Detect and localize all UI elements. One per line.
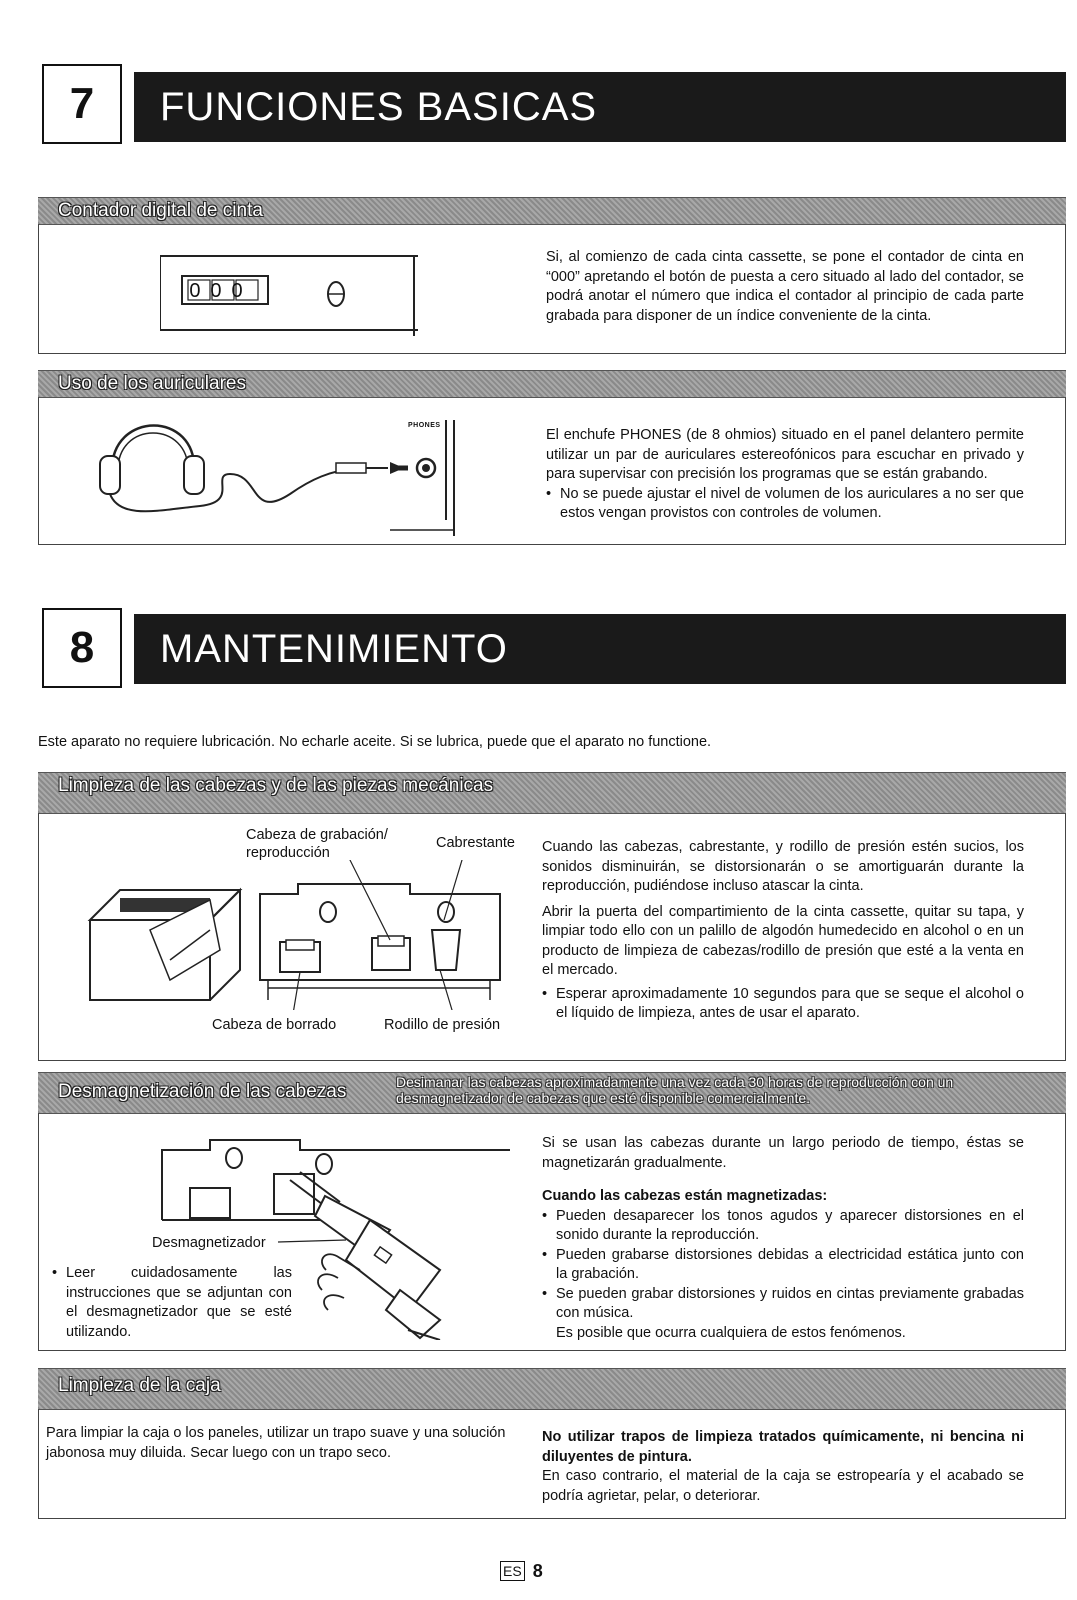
case-cleaning-warning: No utilizar trapos de limpieza tratados químicamente, ni bencina ni diluyentes de pintura.	[542, 1429, 1024, 1465]
demag-text	[542, 1134, 1024, 1343]
demag-closing: Es posible que ocurra cualquiera de estos fenómenos.	[556, 1324, 906, 1341]
section-heading: Limpieza de las cabezas y de las piezas mecánicas	[58, 775, 494, 796]
demag-note: Desimanar las cabezas aproximadamente una vez cada 30 horas de reproducción con un desmagnetizador de cabezas que esté disponible comercialmente.	[396, 1074, 954, 1106]
demag-left-bullet: • Leer cuidadosamente las instrucciones que se adjuntan con el desmagnetizador que se esté utilizando.	[52, 1264, 292, 1342]
section-title: FUNCIONES BASICAS	[134, 72, 1066, 142]
label-rec-head: Cabeza de grabación/ reproducción	[246, 827, 388, 861]
case-cleaning-left: Para limpiar la caja o los paneles, utilizar un trapo suave y una solución jabonosa muy diluida. Secar luego con un trapo seco.	[46, 1425, 506, 1461]
demag-subheading: Cuando las cabezas están magnetizadas:	[542, 1188, 828, 1204]
label-demagnetizer: Desmagnetizador	[152, 1235, 266, 1251]
footer	[500, 1560, 543, 1582]
heads-cleaning-text	[542, 838, 1024, 1024]
headphones-text	[546, 426, 1024, 524]
section-header-heads-cleaning	[38, 772, 1066, 814]
demag-bullet: • Se pueden grabar distorsiones y ruidos en cintas previamente grabadas con música.	[542, 1285, 1024, 1324]
section-header-demag	[38, 1072, 1066, 1114]
tape-deck-illustration	[60, 860, 530, 1010]
label-pinch-roller: Rodillo de presión	[384, 1017, 501, 1033]
demag-bullet: • Pueden desaparecer los tonos agudos y aparecer distorsiones en el sonido durante la reproducción.	[542, 1207, 1024, 1246]
headphones-illustration	[90, 410, 470, 540]
heads-cleaning-p1: Cuando las cabezas, cabrestante, y rodillo de presión estén sucios, los sonidos disminuirán, se distorsionarán o se amortiguarán durante la reproducción, pudiéndose incluso atascar la cinta.	[542, 839, 1024, 894]
label-erase-head: Cabeza de borrado	[212, 1017, 337, 1033]
page-number: 8	[532, 1560, 543, 1581]
section-header-case-cleaning	[38, 1368, 1066, 1410]
section-heading: Desmagnetización de las cabezas	[58, 1081, 347, 1102]
counter-text: Si, al comienzo de cada cinta cassette, se pone el contador de cinta en “000” apretando el botón de puesta a cero situado al lado del contador, se podrá anotar el número que indica el contador al principio de cada parte grabada para disponer de un índice conveniente de la cinta.	[546, 249, 1024, 324]
section-heading: Limpieza de la caja	[58, 1375, 221, 1396]
headphones-bullet: • No se puede ajustar el nivel de volumen de los auriculares a no ser que estos vengan provistos con controles de volumen.	[546, 485, 1024, 524]
heads-cleaning-bullet: • Esperar aproximadamente 10 segundos para que se seque el alcohol o el líquido de limpieza, antes de usar el aparato.	[542, 985, 1024, 1024]
language-badge: ES	[500, 1561, 525, 1581]
section-number: 7	[42, 64, 122, 144]
section-title: MANTENIMIENTO	[134, 614, 1066, 684]
section-header-headphones	[38, 370, 1066, 398]
demag-p1: Si se usan las cabezas durante un largo periodo de tiempo, éstas se magnetizarán gradualmente.	[542, 1135, 1024, 1171]
section-heading: Uso de los auriculares	[58, 373, 246, 394]
section-number: 8	[42, 608, 122, 688]
phones-jack-label: PHONES	[408, 422, 441, 429]
demag-bullet: • Pueden grabarse distorsiones debidas a electricidad estática junto con la grabación.	[542, 1246, 1024, 1285]
case-cleaning-right	[542, 1428, 1024, 1506]
headphones-paragraph: El enchufe PHONES (de 8 ohmios) situado en el panel delantero permite utilizar un par de auriculares estereofónicos para escuchar en privado y para supervisar con precisión los programas que se están grabando.	[546, 427, 1024, 482]
section-heading: Contador digital de cinta	[58, 200, 263, 221]
label-capstan: Cabrestante	[436, 835, 515, 851]
maintenance-intro: Este aparato no requiere lubricación. No echarle aceite. Si se lubrica, puede que el aparato no functione.	[38, 734, 712, 750]
case-cleaning-text: En caso contrario, el material de la caja se estropearía y el acabado se podría agrietar, pelar, o deteriorar.	[542, 1468, 1024, 1504]
counter-digits: 000	[189, 280, 253, 302]
heads-cleaning-p2: Abrir la puerta del compartimiento de la cinta cassette, quitar su tapa, y limpiar todo ello con un palillo de algodón humedecido en alcohol o en un producto de limpieza de cabezas/rodillo de presión que esté a la venta en el mercado.	[542, 903, 1024, 978]
section-header-counter	[38, 197, 1066, 225]
